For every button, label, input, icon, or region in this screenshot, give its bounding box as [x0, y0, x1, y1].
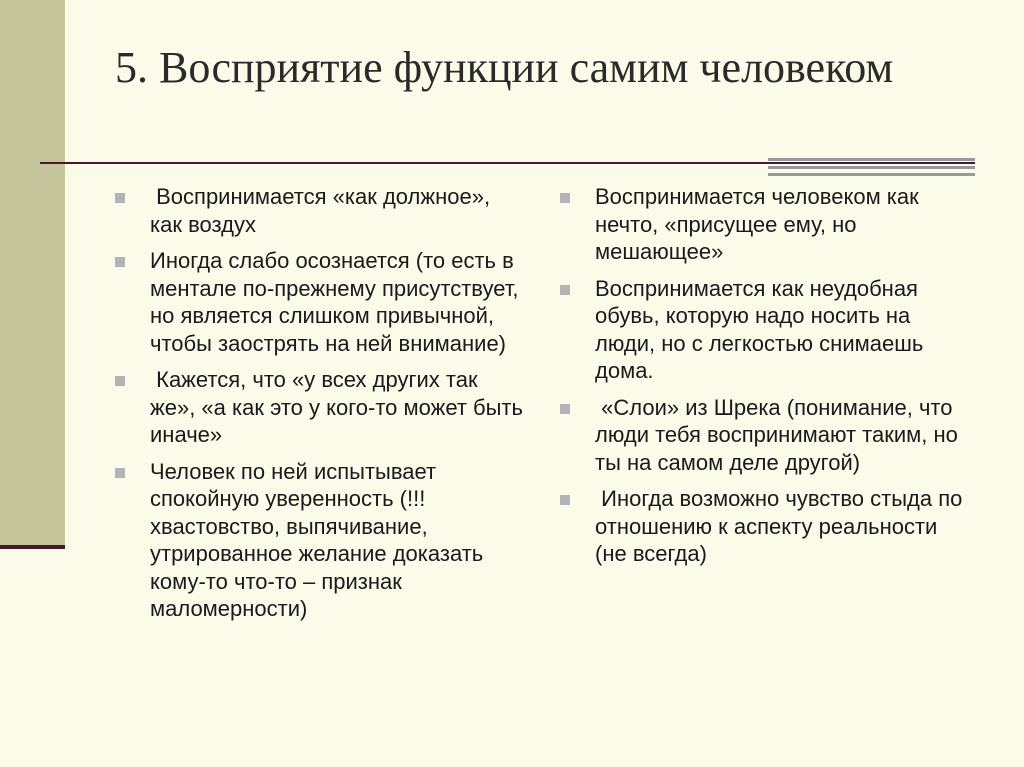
square-bullet-icon	[560, 404, 570, 414]
square-bullet-icon	[115, 257, 125, 267]
square-bullet-icon	[115, 376, 125, 386]
square-bullet-icon	[115, 193, 125, 203]
bullet-item	[558, 394, 973, 477]
bullet-text: Иногда возможно чувство стыда по отношению к аспекту реальности (не всегда)	[595, 486, 969, 566]
bullet-item	[558, 485, 973, 568]
bullet-item	[113, 183, 528, 238]
bullet-item	[113, 366, 528, 449]
bullet-text: «Слои» из Шрека (понимание, что люди тебя воспринимают таким, но ты на самом деле другой)	[595, 394, 965, 475]
bullet-text: Воспринимается «как должное», как воздух	[150, 184, 497, 237]
bullet-text: Кажется, что «у всех других так же», «а как это у кого-то может быть иначе»	[150, 367, 530, 447]
square-bullet-icon	[115, 468, 125, 478]
bullet-item	[558, 275, 973, 385]
bullet-text: Воспринимается как неудобная обувь, которую надо носить на люди, но с легкостью снимаешь дома.	[595, 275, 924, 383]
bullet-text: Воспринимается человеком как нечто, «присущее ему, но мешающее»	[595, 184, 919, 264]
bullet-text: Человек по ней испытывает спокойную уверенность (!!!хвастовство, выпячивание, утрированное желание доказать кому-то что-то – признак маломерности)	[150, 458, 484, 621]
square-bullet-icon	[560, 193, 570, 203]
right-bullet-list	[558, 183, 973, 577]
square-bullet-icon	[560, 285, 570, 295]
bullet-text: Иногда слабо осознается (то есть в ментале по-прежнему присутствует, но является слишком привычной, чтобы заострять на ней внимание)	[150, 248, 519, 356]
bullet-item	[113, 458, 528, 623]
left-bullet-list	[113, 183, 528, 632]
slide-title: 5. Восприятие функции самим человеком	[115, 43, 894, 92]
square-bullet-icon	[560, 495, 570, 505]
left-accent-bar	[0, 0, 65, 545]
left-accent-rule	[0, 545, 65, 549]
bullet-item	[113, 247, 528, 357]
title-accent-stripes	[768, 158, 975, 176]
bullet-item	[558, 183, 973, 266]
